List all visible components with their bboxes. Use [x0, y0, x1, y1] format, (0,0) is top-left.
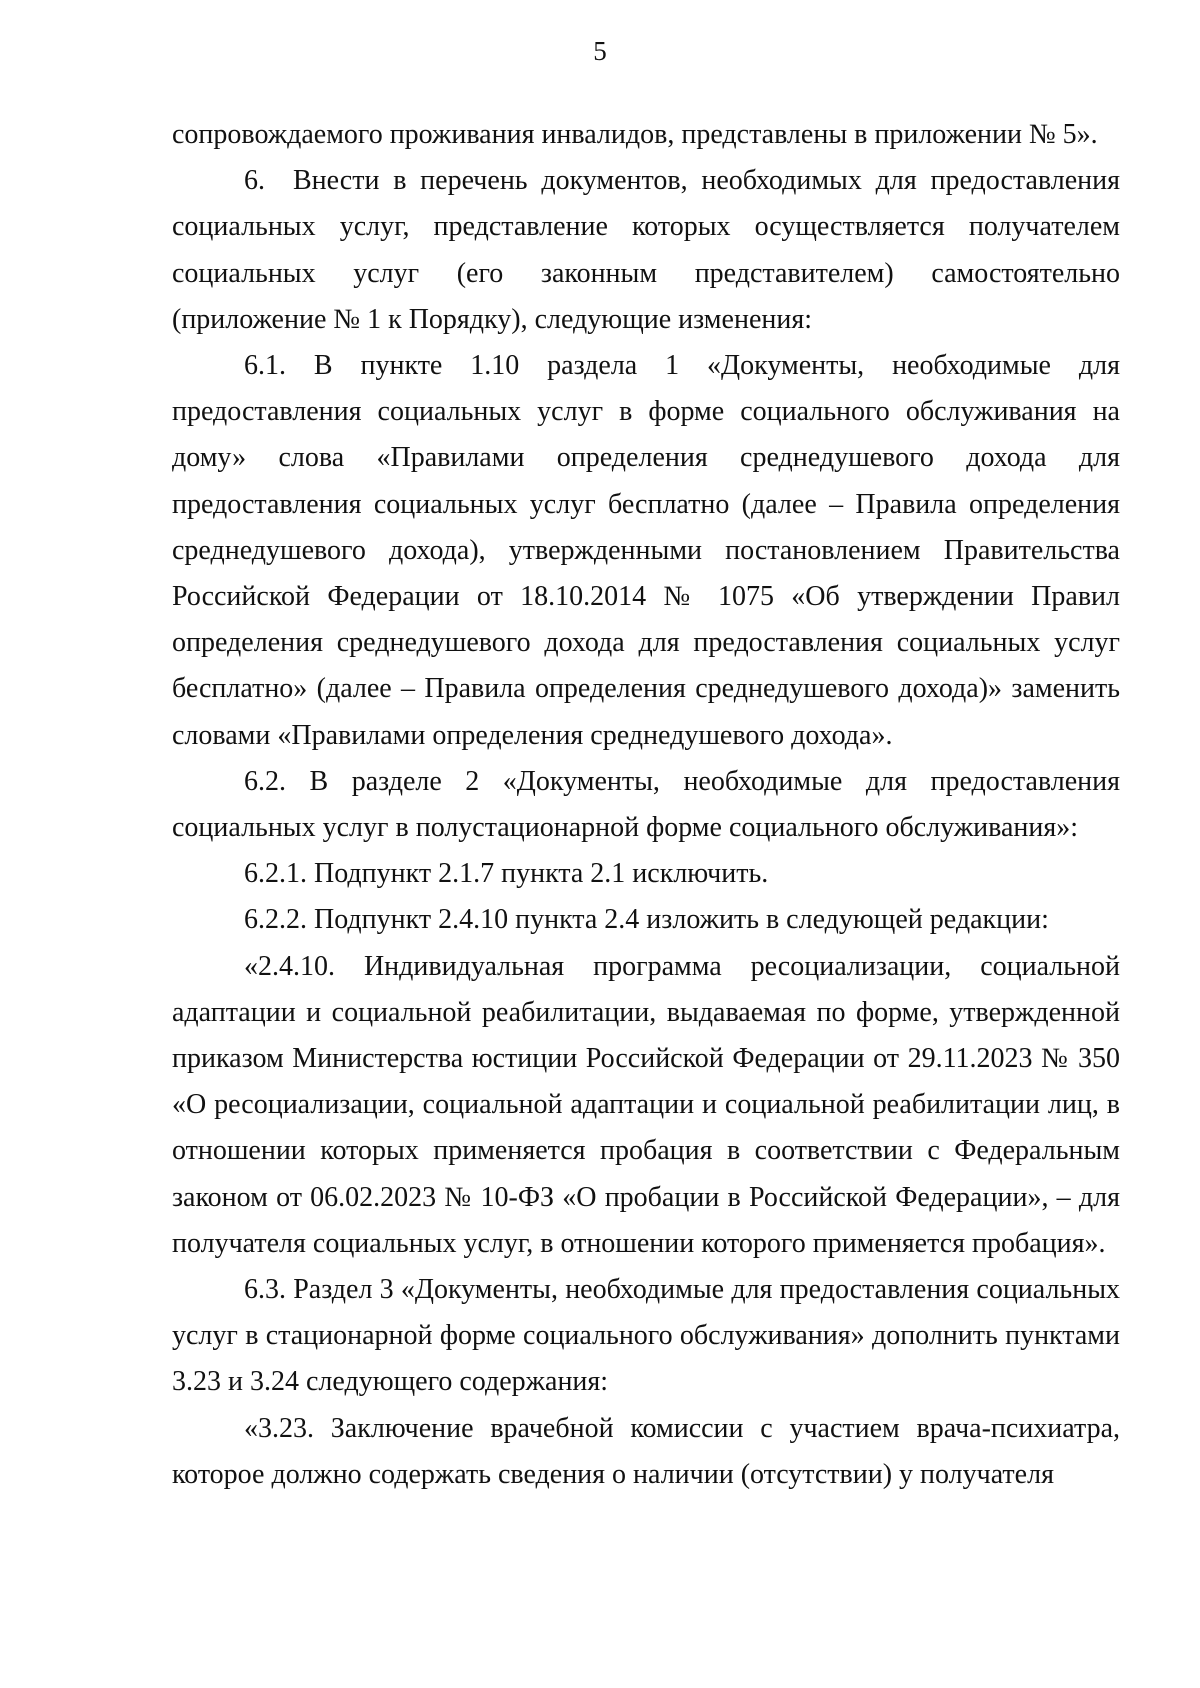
paragraph-continuation: сопровождаемого проживания инвалидов, представлены в приложении № 5».	[172, 119, 1098, 150]
paragraph-item-6-2: 6.2. В разделе 2 «Документы, необходимые для предоставления социальных услуг в полустационарной форме социального обслуживания»:	[172, 765, 1120, 844]
paragraph-item-3-23: «3.23. Заключение врачебной комиссии с участием врача-психиатра, которое должно содержать сведения о наличии (отсутствии) у получателя	[172, 1412, 1120, 1490]
paragraph-item-6: 6. Внести в перечень документов, необходимых для предоставления социальных услуг, представление которых осуществляется получателем социальных услуг (его законным представителем) самостоятельно (приложение № 1 к Порядку), следующие изменения:	[172, 165, 1120, 335]
paragraph-item-2-4-10: «2.4.10. Индивидуальная программа ресоциализации, социальной адаптации и социальной реабилитации, выдаваемая по форме, утвержденной приказом Министерства юстиции Российской Федерации от 29.11.2023 № 350 «О ресоциализации, социальной адаптации и социальной реабилитации лиц, в отношении которых применяется пробация в соответствии с Федеральным законом от 06.02.2023 № 10-ФЗ «О пробации в Российской Федерации», – для получателя социальных услуг, в отношении которого применяется пробация».	[172, 950, 1120, 1259]
paragraph-item-6-2-1: 6.2.1. Подпункт 2.1.7 пункта 2.1 исключить.	[244, 858, 769, 890]
paragraph-item-6-3: 6.3. Раздел 3 «Документы, необходимые для предоставления социальных услуг в стационарной форме социального обслуживания» дополнить пунктами 3.23 и 3.24 следующего содержания:	[172, 1274, 1120, 1398]
document-body	[172, 112, 1120, 1498]
paragraph-item-6-1: 6.1. В пункте 1.10 раздела 1 «Документы, необходимые для предоставления социальных услуг в форме социального обслуживания на дому» слова «Правилами определения среднедушевого дохода для предоставления социальных услуг бесплатно (далее – Правила определения среднедушевого дохода), утвержденными постановлением Правительства Российской Федерации от 18.10.2014 № 1075 «Об утверждении Правил определения среднедушевого дохода для предоставления социальных услуг бесплатно» (далее – Правила определения среднедушевого дохода)» заменить словами «Правилами определения среднедушевого дохода».	[172, 350, 1120, 751]
paragraph-item-6-2-2: 6.2.2. Подпункт 2.4.10 пункта 2.4 изложить в следующей редакции:	[244, 904, 1049, 936]
page-number: 5	[593, 36, 607, 66]
